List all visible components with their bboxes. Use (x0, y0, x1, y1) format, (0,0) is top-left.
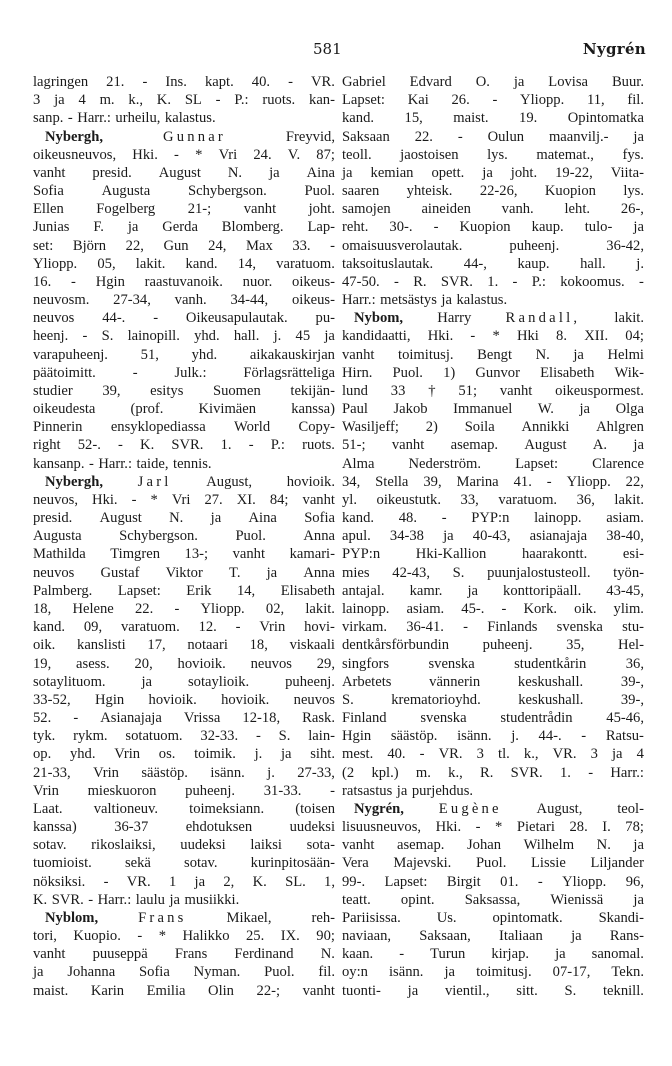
text-line: vanht presid. August N. ja Aina (33, 164, 335, 181)
text-line: 52. - Asianajaja Vrissa 12-18, Rask. (33, 710, 335, 727)
text-line: lund 33 † 51; vanht oikeuspormest. (342, 382, 644, 399)
text-line: tuonti- ja vientil., sitt. S. teknill. (342, 982, 644, 999)
text-line: oy:n isänn. ja toimitusj. 07-17, Tekn. (342, 964, 644, 981)
entry-heading-line: Nybergh, Jarl August, hovioik. (45, 473, 335, 490)
entry-surname: Nybergh, (45, 128, 103, 145)
text-line: päätoimitt. - Julk.: Förlagsrätteliga (33, 364, 335, 381)
text-line: Paul Jakob Immanuel W. ja Olga (342, 401, 644, 418)
text-line: omaisuusverolautak. puheenj. 36-42, (342, 237, 644, 254)
entry-given-name: Harry (437, 310, 472, 327)
text-line: sotaylituom. ja sotaylioik. puheenj. (33, 673, 335, 690)
text-line: PYP:n Hki-Kallion haarakontt. esi- (342, 546, 644, 563)
text-line: varapuheenj. 51, yhd. aikakauskirjan (33, 346, 335, 363)
text-line: lagringen 21. - Ins. kapt. 40. - VR. (33, 74, 335, 90)
text-line: Mathilda Timgren 13-; vanht kamari- (33, 546, 335, 563)
text-line: sanp. - Harr.: urheilu, kalastus. (33, 110, 216, 127)
text-line: S. krematorioyhd. keskushall. 39-, (342, 691, 644, 708)
text-line: Vera Majevski. Puol. Lissie Liljander (342, 855, 644, 872)
text-line: 21-33, Vrin säästöp. isänn. j. 27-33, (33, 764, 335, 781)
text-line: tuomioist. sekä sotav. kurinpitosään- (33, 855, 335, 872)
text-line: 33-52, Hgin hovioik. hovioik. neuvos (33, 691, 335, 708)
text-line: 47-50. - R. SVR. 1. - P.: kokoomus. - (342, 273, 644, 290)
text-line: 34, Stella 39, Marina 41. - Yliopp. 22, (342, 473, 644, 490)
entry-surname: Nybom, (354, 310, 404, 327)
text-line: oik. kanslisti 17, notaari 18, viskaali (33, 637, 335, 654)
entry-given-name-spaced: Eugène (438, 800, 502, 817)
text-line: oikeusneuvos, Hki. - * Vri 24. V. 87; (33, 146, 335, 163)
page-header (0, 40, 672, 60)
text-line: Ellen Fogelberg 21-; vanht joht. (33, 201, 335, 218)
text-line: Hgin säästöp. isänn. j. 44-. - Ratsu- (342, 728, 644, 745)
text-line: samojen aineiden vanh. leht. 26-, (342, 201, 644, 218)
text-line: Pinnerin ensyklopediassa World Copy- (33, 419, 335, 436)
text-line: singfors svenska studentkårin 36, (342, 655, 644, 672)
text-line: naviaan, Saksaan, Italiaan ja Rans- (342, 928, 644, 945)
text-line: maist. Karin Emilia Olin 22-; vanht (33, 982, 335, 999)
text-line: vanht asemap. Johan Wilhelm N. ja (342, 837, 644, 854)
text-line: neuvos, Hki. - * Vri 27. XI. 84; vanht (33, 491, 335, 508)
text-line: kaan. - Turun kirjap. ja sanomal. (342, 946, 644, 963)
text-line: ja Johanna Sofia Nyman. Puol. fil. (33, 964, 335, 981)
text-line: sotav. rikoslaiksi, uudeksi laiksi sota- (33, 837, 335, 854)
text-line: Arbetets vännerin keskushall. 39-, (342, 673, 644, 690)
text-line: 3 ja 4 m. k., K. SL - P.: ruots. kan- (33, 92, 335, 109)
text-line: Wasiljeff; 2) Soila Annikki Ahlgren (342, 419, 644, 436)
text-line: neuvos 44-. - Oikeusapulautak. pu- (33, 310, 335, 327)
entry-surname: Nygrén, (354, 800, 404, 817)
text-line: lisuusneuvos, Hki. - * Pietari 28. I. 78; (342, 819, 644, 836)
text-line: Hirn. Puol. 1) Gunvor Elisabeth Wik- (342, 364, 644, 381)
text-line: 99-. Lapset: Birgit 01. - Yliopp. 96, (342, 873, 644, 890)
text-line: tori, Kuopio. - * Halikko 25. IX. 90; (33, 928, 335, 945)
text-line: K. SVR. - Harr.: laulu ja musiikki. (33, 891, 240, 908)
left-column (33, 73, 335, 1000)
text-line: tyk. rykm. sotatuom. 32-33. - S. lain- (33, 728, 335, 745)
text-line: virkam. 36-41. - Finlands svenska stu- (342, 619, 644, 636)
text-line: teatt. opint. Saksassa, Wienissä ja (342, 891, 644, 908)
entry-given-name-spaced: Gunnar (162, 128, 226, 145)
text-line: Sofia Augusta Schybergson. Puol. (33, 183, 335, 200)
text-line: kansanp. - Harr.: taide, tennis. (33, 455, 212, 472)
text-line: antajal. kamr. ja konttoripäall. 43-45, (342, 582, 644, 599)
text-line: 18, Helene 22. - Yliopp. 02, lakit. (33, 600, 335, 617)
text-line: mies 42-43, S. puunjalostusteoll. työn- (342, 564, 644, 581)
text-line: mest. 40. - VR. 3 tl. k., VR. 3 ja 4 (342, 746, 644, 763)
text-line: dentkårsförbundin puheenj. 35, Hel- (342, 637, 644, 654)
entry-heading-line: Nyblom, Frans Mikael, reh- (45, 909, 335, 926)
text-line: 19, asess. 20, hovioik. neuvos 29, (33, 655, 335, 672)
text-line: yl. oikeustutk. 33, varatuom. 36, lakit. (342, 491, 644, 508)
text-line: op. yhd. Vrin os. toimik. j. ja siht. (33, 746, 335, 763)
text-line: Lapset: Kai 26. - Yliopp. 11, fil. (342, 92, 644, 109)
text-line: vanht toimitusj. Bengt N. ja Helmi (342, 346, 644, 363)
text-line: kand. 48. - PYP:n lainopp. asiam. (342, 510, 644, 527)
text-line: ja kemian opett. ja joht. 19-22, Viita- (342, 164, 644, 181)
text-line: nöksiksi. - VR. 1 ja 2, K. SL. 1, (33, 873, 335, 890)
entry-heading-line: Nygrén, Eugène August, teol- (354, 800, 644, 817)
entry-heading-line: Nybom, Harry Randall, lakit. (354, 310, 644, 327)
text-line: Saksaan 22. - Oulun maanvilj.- ja (342, 128, 644, 145)
text-line: Pariisissa. Us. opintomatk. Skandi- (342, 909, 644, 926)
text-line: kandidaatti, Hki. - * Hki 8. XII. 04; (342, 328, 644, 345)
text-line: vanht puuseppä Frans Ferdinand N. (33, 946, 335, 963)
text-line: studier 39, esitys Suomen tekijän- (33, 382, 335, 399)
entry-surname: Nybergh, (45, 473, 103, 490)
text-line: ratsastus ja purjehdus. (342, 782, 474, 799)
entry-given-name-spaced: Jarl (137, 473, 172, 490)
text-line: Vrin mieskuoron puheenj. 31-33. - (33, 782, 335, 799)
text-line: Gabriel Edvard O. ja Lovisa Buur. (342, 74, 644, 90)
running-head: Nygrén (582, 40, 646, 58)
page-number: 581 (313, 40, 342, 58)
text-line: Augusta Schybergson. Puol. Anna (33, 528, 335, 545)
text-line: Yliopp. 05, lakit. kand. 14, varatuom. (33, 255, 335, 272)
text-line: reht. 30-. - Kuopion kaup. tulo- ja (342, 219, 644, 236)
entry-given-name-spaced: Frans (138, 909, 187, 926)
text-line: apul. 34-38 ja 40-43, asianajaja 38-40, (342, 528, 644, 545)
text-line: taksoituslautak. 44-, kaup. hall. j. (342, 255, 644, 272)
entry-surname: Nyblom, (45, 909, 99, 926)
text-line: presid. August N. ja Aina Sofia (33, 510, 335, 527)
text-line: oikeudesta (prof. Kivimäen kanssa) (33, 401, 335, 418)
text-line: Harr.: metsästys ja kalastus. (342, 292, 508, 309)
right-column (342, 73, 644, 1000)
text-line: Finland svenska studentrådin 45-46, (342, 710, 644, 727)
text-line: kand. 09, varatuom. 12. - Vrin hovi- (33, 619, 335, 636)
text-line: lainopp. asiam. 45-. - Kork. oik. ylim. (342, 600, 644, 617)
text-line: neuvosm. 27-34, vanh. 34-44, oikeus- (33, 292, 335, 309)
text-line: kand. 15, maist. 19. Opintomatka (342, 110, 644, 127)
text-line: neuvos Gustaf Viktor T. ja Anna (33, 564, 335, 581)
text-line: set: Björn 22, Gun 24, Max 33. - (33, 237, 335, 254)
text-line: right 52-. - K. SVR. 1. - P.: ruots. (33, 437, 335, 454)
text-line: Junias F. ja Gerda Blomberg. Lap- (33, 219, 335, 236)
text-line: Laat. valtioneuv. toimeksiann. (toisen (33, 800, 335, 817)
text-line: Alma Nederström. Lapset: Clarence (342, 455, 644, 472)
entry-given-name-spaced: Randall, (505, 310, 581, 327)
entry-heading-line: Nybergh, Gunnar Freyvid, (45, 128, 335, 145)
text-line: (2 kpl.) m. k., R. SVR. 1. - Harr.: (342, 764, 644, 781)
text-line: 16. - Hgin raastuvanoik. nuor. oikeus- (33, 273, 335, 290)
text-line: teoll. jaostoisen lys. matemat., fys. (342, 146, 644, 163)
text-line: Palmberg. Lapset: Erik 14, Elisabeth (33, 582, 335, 599)
text-line: 51-; vanht asemap. August A. ja (342, 437, 644, 454)
text-line: heenj. - S. lainopill. yhd. hall. j. 45 ja (33, 328, 335, 345)
text-line: kanssa) 36-37 ehdotuksen uudeksi (33, 819, 335, 836)
text-line: saaren yhteisk. 22-26, Kuopion lys. (342, 183, 644, 200)
